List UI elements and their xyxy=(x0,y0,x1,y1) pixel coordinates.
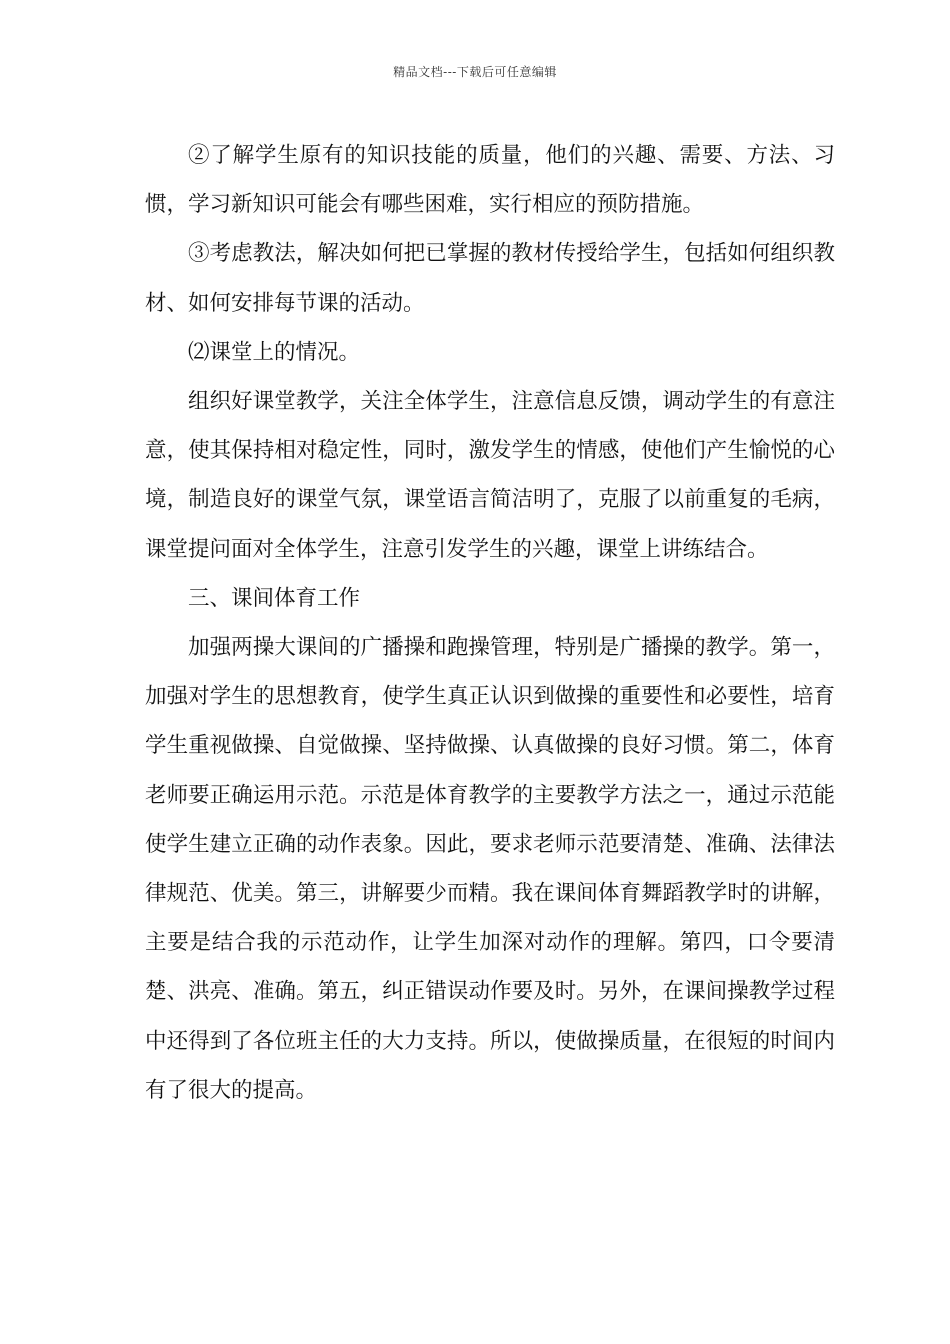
document-body xyxy=(145,131,835,1115)
paragraph-classroom-heading: ⑵课堂上的情况。 xyxy=(188,339,361,365)
paragraph-understand-students: ②了解学生原有的知识技能的质量，他们的兴趣、需要、方法、习惯，学习新知识可能会有哪些困难，实行相应的预防措施。 xyxy=(145,143,835,218)
paragraph-teaching-methods: ③考虑教法，解决如何把已掌握的教材传授给学生，包括如何组织教材、如何安排每节课的活动。 xyxy=(145,241,835,316)
paragraph-classroom-organization: 组织好课堂教学，关注全体学生，注意信息反馈，调动学生的有意注意，使其保持相对稳定性，同时，激发学生的情感，使他们产生愉悦的心境，制造良好的课堂气氛，课堂语言简洁明了，克服了以前重复的毛病，课堂提问面对全体学生，注意引发学生的兴趣，课堂上讲练结合。 xyxy=(145,389,835,562)
page-header: 精品文档---下载后可任意编辑 xyxy=(393,65,557,79)
section-heading-recess-pe: 三、课间体育工作 xyxy=(188,585,361,611)
paragraph-exercise-management: 加强两操大课间的广播操和跑操管理，特别是广播操的教学。第一，加强对学生的思想教育，使学生真正认识到做操的重要性和必要性，培育学生重视做操、自觉做操、坚持做操、认真做操的良好习惯。第二，体育老师要正确运用示范。示范是体育教学的主要教学方法之一，通过示范能使学生建立正确的动作表象。因此，要求老师示范要清楚、准确、法律法律规范、优美。第三，讲解要少而精。我在课间体育舞蹈教学时的讲解，主要是结合我的示范动作，让学生加深对动作的理解。第四，口令要清楚、洪亮、准确。第五，纠正错误动作要及时。另外，在课间操教学过程中还得到了各位班主任的大力支持。所以，使做操质量，在很短的时间内有了很大的提高。 xyxy=(145,635,835,1103)
